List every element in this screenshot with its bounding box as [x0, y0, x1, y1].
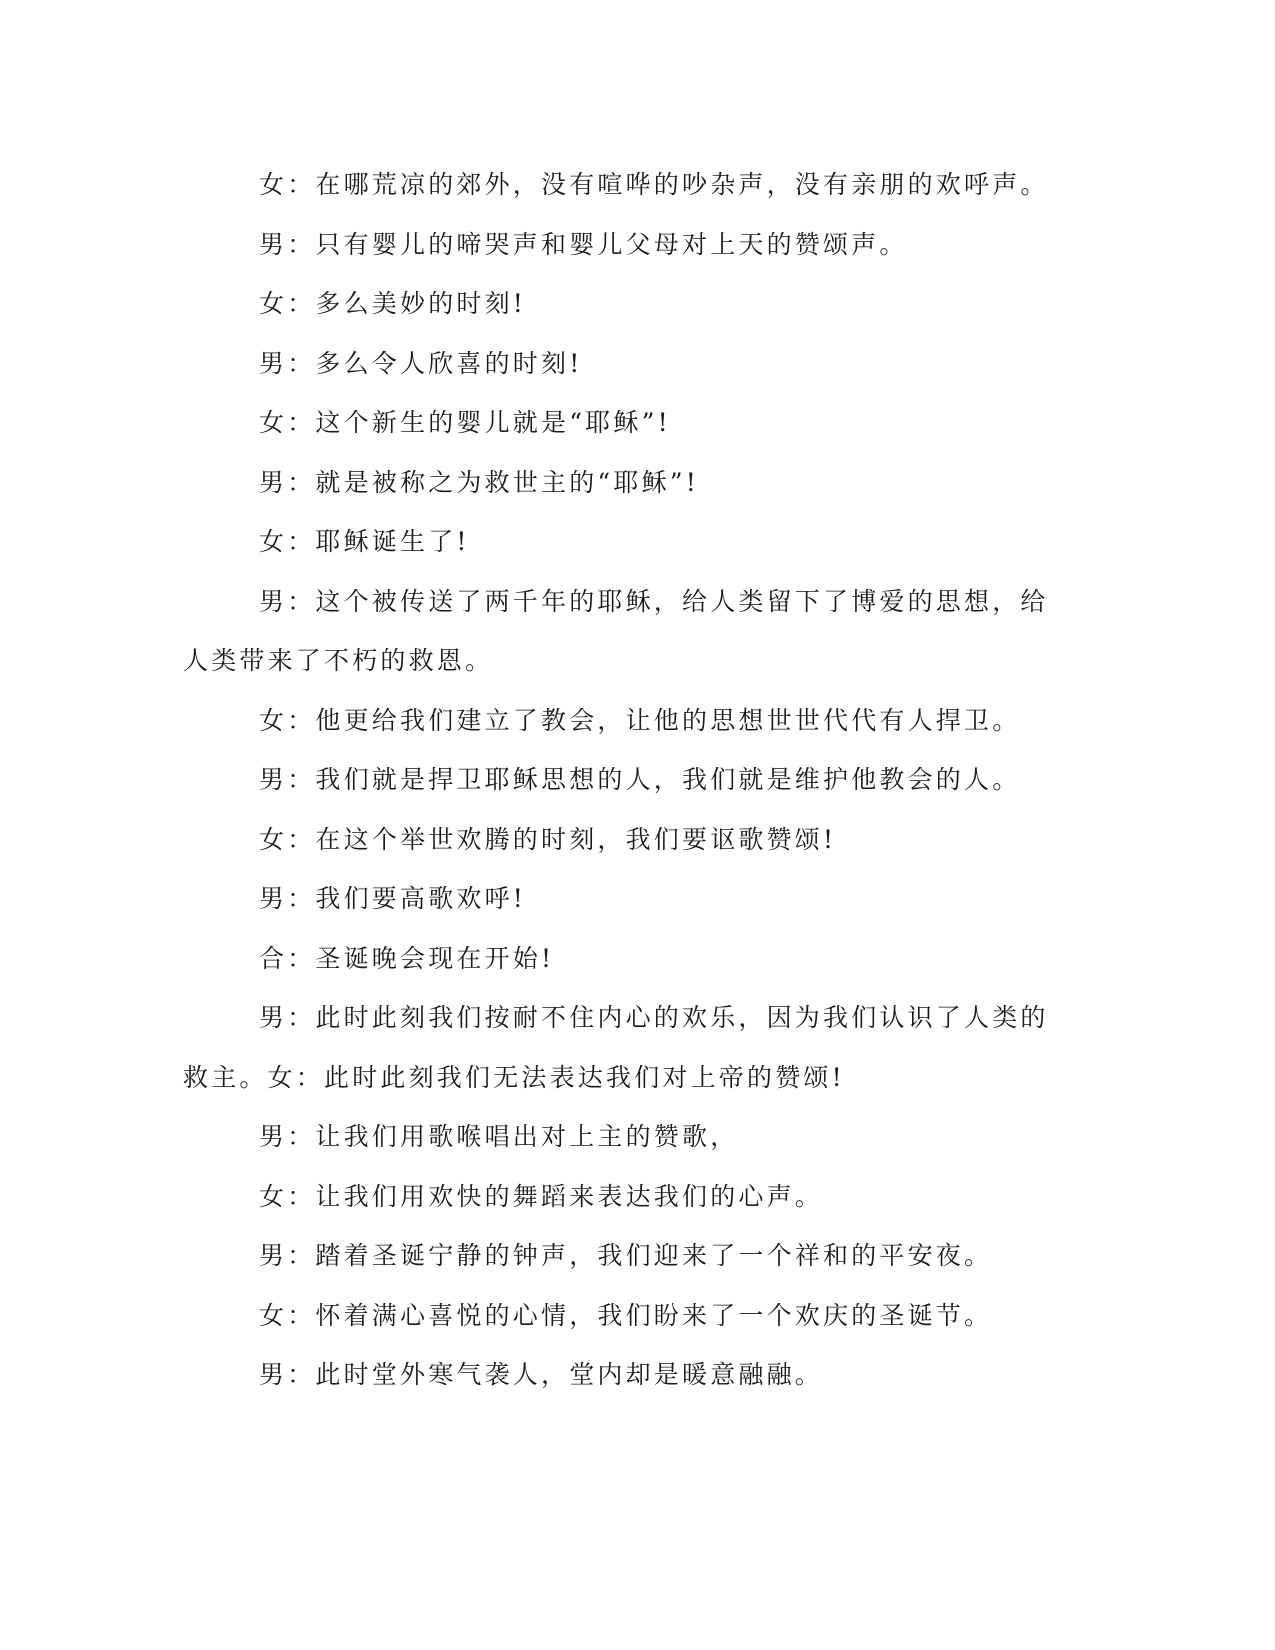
- dialogue-line: 女：在哪荒凉的郊外，没有喧哗的吵杂声，没有亲朋的欢呼声。: [259, 170, 1049, 199]
- dialogue-line: 男：我们就是捍卫耶稣思想的人，我们就是维护他教会的人。: [259, 765, 1021, 794]
- dialogue-line: 合：圣诞晚会现在开始!: [259, 943, 555, 973]
- dialogue-line: 男：只有婴儿的啼哭声和婴儿父母对上天的赞颂声。: [259, 229, 908, 259]
- dialogue-line: 男：我们要高歌欢呼!: [259, 884, 527, 913]
- dialogue-line: 男：让我们用歌喉唱出对上主的赞歌，: [259, 1122, 739, 1151]
- dialogue-line: 女：让我们用欢快的舞蹈来表达我们的心声。: [259, 1181, 824, 1211]
- dialogue-line: 女：怀着满心喜悦的心情，我们盼来了一个欢庆的圣诞节。: [259, 1300, 993, 1330]
- dialogue-line: 女：这个新生的婴儿就是“耶稣”!: [259, 408, 671, 437]
- dialogue-line: 男：此时堂外寒气袭人，堂内却是暖意融融。: [259, 1360, 824, 1389]
- dialogue-line: 男：就是被称之为救世主的“耶稣”!: [259, 467, 700, 497]
- document-body: [183, 155, 1058, 1405]
- dialogue-line: 男：这个被传送了两千年的耶稣，给人类留下了博爱的思想，给人类带来了不朽的救恩。: [183, 586, 1049, 675]
- dialogue-line: 男：多么令人欣喜的时刻!: [259, 348, 583, 378]
- dialogue-line: 女：耶稣诞生了!: [259, 527, 470, 556]
- dialogue-line: 女：多么美妙的时刻!: [259, 289, 527, 318]
- dialogue-line: 女：他更给我们建立了教会，让他的思想世世代代有人捍卫。: [259, 705, 1021, 735]
- dialogue-line: 男：此时此刻我们按耐不住内心的欢乐，因为我们认识了人类的救主。女：此时此刻我们无法表达我们对上帝的赞颂!: [183, 1003, 1049, 1092]
- dialogue-line: 女：在这个举世欢腾的时刻，我们要讴歌赞颂!: [259, 824, 837, 854]
- dialogue-line: 男：踏着圣诞宁静的钟声，我们迎来了一个祥和的平安夜。: [259, 1241, 993, 1270]
